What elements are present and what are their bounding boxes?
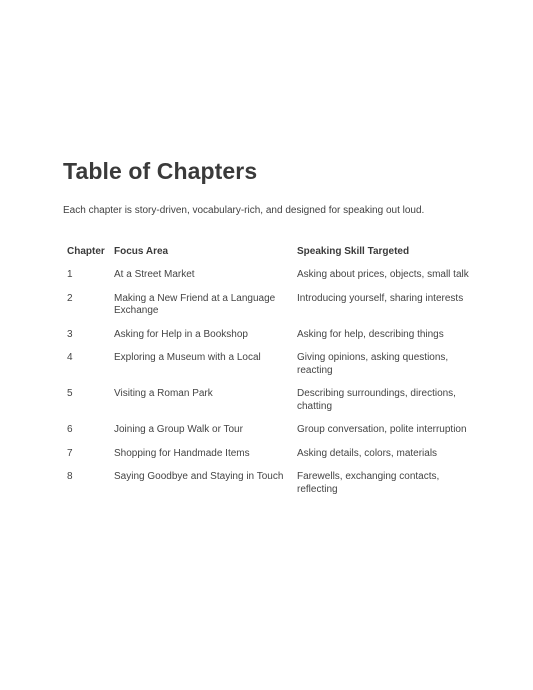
header-focus-area: Focus Area: [114, 246, 169, 257]
chapter-number: 6: [67, 424, 73, 435]
table-row: [63, 383, 475, 419]
table-row: [63, 324, 475, 348]
speaking-skill: Group conversation, polite interruption: [297, 424, 467, 435]
chapter-number: 4: [67, 352, 73, 363]
focus-area: Visiting a Roman Park: [114, 388, 213, 399]
speaking-skill: Asking for help, describing things: [297, 328, 444, 340]
chapter-number: 7: [67, 447, 73, 459]
focus-area: Making a New Friend at a Language Exchange: [114, 292, 276, 316]
chapter-number: 2: [67, 292, 73, 304]
speaking-skill: Giving opinions, asking questions, reacting: [297, 352, 449, 376]
focus-area: Exploring a Museum with a Local: [114, 352, 261, 363]
table-row: [63, 288, 475, 324]
page-title: Table of Chapters: [63, 158, 258, 184]
speaking-skill: Introducing yourself, sharing interests: [297, 292, 464, 304]
focus-area: Shopping for Handmade Items: [114, 447, 250, 459]
table-row: [63, 466, 475, 502]
chapter-number: 8: [67, 471, 73, 482]
chapter-number: 1: [67, 269, 73, 280]
focus-area: At a Street Market: [114, 269, 195, 280]
table-header-row: [63, 243, 475, 264]
table-row: [63, 419, 475, 443]
focus-area: Saying Goodbye and Staying in Touch: [114, 471, 284, 482]
table-row: [63, 347, 475, 383]
chapter-number: 3: [67, 328, 73, 340]
focus-area: Asking for Help in a Bookshop: [114, 328, 248, 340]
speaking-skill: Asking about prices, objects, small talk: [297, 269, 469, 280]
header-chapter: Chapter: [67, 246, 105, 257]
speaking-skill: Describing surroundings, directions, chatting: [297, 388, 456, 412]
chapter-number: 5: [67, 388, 73, 399]
table-row: [63, 264, 475, 288]
speaking-skill: Asking details, colors, materials: [297, 447, 438, 459]
table-row: [63, 443, 475, 467]
focus-area: Joining a Group Walk or Tour: [114, 424, 243, 435]
intro-text: Each chapter is story-driven, vocabulary-rich, and designed for speaking out loud.: [63, 205, 425, 216]
chapters-table: [63, 243, 475, 502]
speaking-skill: Farewells, exchanging contacts, reflecting: [297, 471, 440, 495]
header-speaking-skill: Speaking Skill Targeted: [297, 246, 410, 257]
